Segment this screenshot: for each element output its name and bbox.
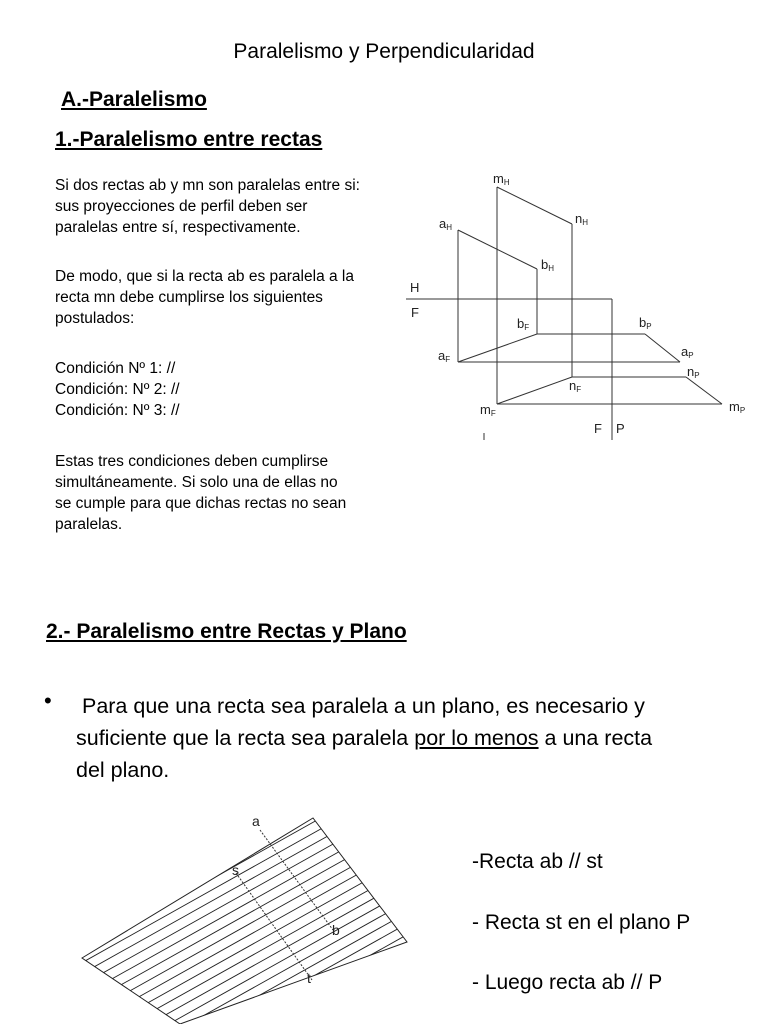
underlined-phrase: por lo menos <box>414 726 539 750</box>
label-mF: mF <box>480 402 496 418</box>
label-P-bottom: P <box>616 421 625 436</box>
bullet-dot: • <box>44 688 52 713</box>
page-title: Paralelismo y Perpendicularidad <box>233 40 535 63</box>
label-bH: bH <box>541 257 555 273</box>
conclusion-2: - Recta st en el plano P <box>472 911 691 934</box>
hatch-line <box>75 808 420 865</box>
conditions-list <box>55 358 405 421</box>
text-line: paralelas. <box>55 516 123 533</box>
hatch-line <box>75 808 420 832</box>
section-1-heading: 1.-Paralelismo entre rectas <box>55 128 323 151</box>
line-plane-diagram <box>75 808 420 1024</box>
text-line: Si dos rectas ab y mn son paralelas entre si: <box>55 177 360 194</box>
hatch-line <box>75 808 420 810</box>
section-a-heading: A.-Paralelismo <box>61 88 207 111</box>
intro-paragraph <box>55 175 405 238</box>
label-aP: aP <box>681 344 694 360</box>
label-s: s <box>232 862 239 878</box>
label-F-bottom: F <box>594 421 602 436</box>
condition-1: Condición Nº 1: // <box>55 360 176 377</box>
label-aH: aH <box>439 216 453 232</box>
label-a: a <box>252 813 260 829</box>
label-b: b <box>332 922 340 938</box>
hatch-line <box>75 808 420 854</box>
text-line: simultáneamente. Si solo una de ellas no <box>55 474 338 491</box>
text-line: paralelas entre sí, respectivamente. <box>55 219 301 236</box>
condition-2: Condición: Nº 2: // <box>55 381 180 398</box>
closing-paragraph <box>55 451 405 535</box>
section-2-heading: 2.- Paralelismo entre Rectas y Plano <box>46 620 407 643</box>
conclusion-1: -Recta ab // st <box>472 850 603 873</box>
text-line: postulados: <box>55 310 135 327</box>
text-line: sus proyecciones de perfil deben ser <box>55 198 308 215</box>
label-F: F <box>411 305 419 320</box>
label-nP: nP <box>687 364 700 380</box>
hatch-line <box>75 1010 420 1024</box>
text-line: recta mn debe cumplirse los siguientes <box>55 289 323 306</box>
modo-paragraph <box>55 266 405 329</box>
bullet-line-3: del plano. <box>76 758 170 782</box>
label-bP: bP <box>639 315 652 331</box>
text-line: De modo, que si la recta ab es paralela a la <box>55 268 354 285</box>
conclusion-3: - Luego recta ab // P <box>472 971 663 994</box>
line-mn-horizontal <box>497 187 572 224</box>
label-nF: nF <box>569 378 582 394</box>
hatch-line <box>75 999 420 1024</box>
parallel-lines-projection-diagram <box>400 165 760 450</box>
label-mH: mH <box>493 171 510 187</box>
label-mP: mP <box>729 399 746 415</box>
hatch-line <box>75 808 420 843</box>
label-H: H <box>410 280 420 295</box>
line-mn-front <box>497 377 572 404</box>
bullet-line-2-pre: suficiente que la recta sea paralela <box>76 726 415 750</box>
bullet-paragraph <box>76 690 736 786</box>
line-mn-profile <box>686 377 722 404</box>
label-bF: bF <box>517 316 530 332</box>
label-t: t <box>307 970 311 986</box>
hatch-line <box>75 808 420 821</box>
text-line: se cumple para que dichas rectas no sean <box>55 495 347 512</box>
line-ab-profile <box>645 334 680 362</box>
label-aF: aF <box>438 348 451 364</box>
label-nH: nH <box>575 211 589 227</box>
bullet-line-2 <box>76 722 736 754</box>
condition-3: Condición: Nº 3: // <box>55 402 180 419</box>
bullet-line-1: Para que una recta sea paralela a un plano, es necesario y <box>76 694 645 718</box>
bullet-line-2-post: a una recta <box>538 726 653 750</box>
text-line: Estas tres condiciones deben cumplirse <box>55 453 329 470</box>
